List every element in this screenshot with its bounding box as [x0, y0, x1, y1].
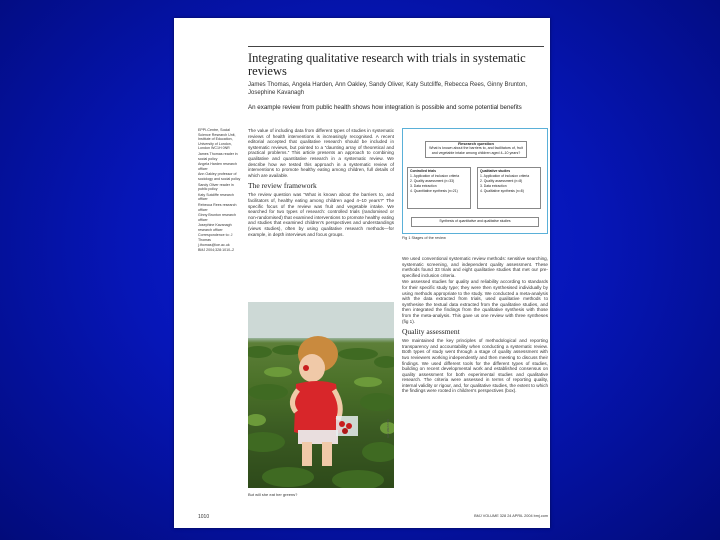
body-paragraph: We used conventional systematic review methods: sensitive searching, systematic screening, and independent quality assessment. These methods found 33 trials and eight qualitative studies that met our pre-specified inclusion criteria.: [402, 256, 548, 278]
column-left: [248, 128, 394, 238]
figure-trials-step: 3. Data extraction: [410, 184, 437, 188]
journal-page: [174, 18, 550, 528]
figure-trials-step: 4. Quantitative synthesis (n=21): [410, 189, 458, 193]
figure-trials-step: 1. Application of inclusion criteria: [410, 174, 460, 178]
section-heading-review-framework: The review framework: [248, 181, 317, 191]
intro-paragraph: The value of including data from different types of studies in systematic reviews of health interventions is increasingly recognised. A recent editorial accepted that qualitative research should be included in systematic reviews, but pointed to a “daunting array of theoretical and practical problems.” This article presents an approach to combining qualitative and quantitative research in a systematic review. We describe how we tested this approach in a systematic review of interventions to promote healthy eating among children, full details of which are available.: [248, 128, 394, 178]
figure-caption: Fig 1 Stages of the review: [402, 236, 446, 240]
affiliation-line: Sandy Oliver reader in public policy: [198, 182, 234, 192]
affiliation-line: Correspondence to: J Thomas j.thomas@ioe.ac.uk: [198, 233, 233, 247]
figure-question-text: What is known about the barriers to, and facilitators of, fruit and vegetable intake among children aged 4–10 years?: [429, 146, 523, 155]
body-paragraph: The review question was “What is known about the barriers to, and facilitators of, healthy eating among children aged 4–10 years?” The specific focus of the review was fruit and vegetable intake. We searched for two types of research: controlled trials (randomised or non-randomised) that examined interventions to promote healthy eating and studies that examined children's perspectives and understandings (views studies), often by using qualitative research methods—for example, in depth interviews and focus groups.: [248, 192, 394, 237]
figure-qualitative-step: 1. Application of inclusion criteria: [480, 174, 530, 178]
affiliation-line: EPPI-Centre, Social Science Research Unit, Institute of Education, University of London, London WC1H 0NR: [198, 128, 236, 151]
figure-synthesis-box: Synthesis of quantitative and qualitative studies: [411, 217, 539, 227]
figure-qualitative-title: Qualitative studies: [480, 169, 511, 173]
journal-footer: BMJ VOLUME 328 24 APRIL 2004 bmj.com: [474, 514, 548, 518]
figure-question-title: Research question: [458, 141, 494, 146]
affiliation-line: Ann Oakley professor of sociology and social policy: [198, 172, 241, 181]
section-heading-quality-assessment: Quality assessment: [402, 327, 460, 337]
body-paragraph: We assessed studies for quality and reliability according to standards for their specific study type; they were then synthesised individually by using methods appropriate to the study. We conducted a meta-analysis with the data extracted from trials, used qualitative methods to synthesise the textual data extracted from the qualitative studies, and then integrated the findings from the qualitative synthesis with those from the meta-analysis. This gave us one review with three syntheses (fig 1).: [402, 279, 548, 324]
top-rule: [248, 46, 544, 47]
figure-trials-step: 2. Quality assessment (n=33): [410, 179, 455, 183]
figure-qualitative-box: [477, 167, 541, 209]
photo-child-eating-strawberry: [248, 302, 394, 488]
figure-qualitative-step: 2. Quality assessment (n=8): [480, 179, 523, 183]
photo-illustration: [248, 302, 394, 488]
column-right: [402, 256, 548, 395]
affiliation-line: Rebecca Rees research officer: [198, 202, 237, 212]
affiliation-line: Josephine Kavanagh research officer: [198, 223, 232, 232]
affiliation-line: James Thomas reader in social policy: [198, 151, 238, 161]
figure-trials-title: Controlled trials: [410, 169, 436, 173]
article-title: Integrating qualitative research with trials in systematic reviews: [248, 51, 526, 78]
author-affiliations: [198, 128, 242, 254]
figure-trials-box: [407, 167, 471, 209]
figure-qualitative-step: 3. Data extraction: [480, 184, 507, 188]
affiliation-line: Ginny Brunton research officer: [198, 213, 236, 222]
affiliation-line: Katy Sutcliffe research officer: [198, 192, 234, 202]
figure-stages-of-review: [402, 128, 548, 234]
page-number: 1010: [198, 514, 210, 520]
article-authors: James Thomas, Angela Harden, Ann Oakley, Sandy Oliver, Katy Sutcliffe, Rebecca Rees, Ginny Brunton, Josephine Kavanagh: [248, 82, 528, 96]
photo-caption: But will she eat her greens?: [248, 492, 298, 497]
article-lede: An example review from public health shows how integration is possible and some potential benefits: [248, 104, 522, 111]
citation-line: BMJ 2004;328:1010–2: [198, 248, 235, 253]
body-paragraph: We maintained the key principles of methodological and reporting transparency and accountability when conducting a systematic review. Both types of study went through a stage of quality assessment with two reviewers working independently and then meeting to discuss their findings. We used different tools for the different types of studies, building on recent developmental work and established consensus on quality assessment for both experimental studies and qualitative research. The criteria were assessed in terms of reporting quality, internal validity or rigour, and, for qualitative studies, the extent to which the findings were rooted in children's perspectives (box).: [402, 338, 548, 394]
figure-qualitative-step: 4. Qualitative synthesis (n=8): [480, 189, 524, 193]
figure-question-box: [425, 141, 527, 158]
photo-credit: IAN WEST/PA: [386, 418, 390, 438]
affiliation-line: Angela Harden research officer: [198, 162, 237, 171]
